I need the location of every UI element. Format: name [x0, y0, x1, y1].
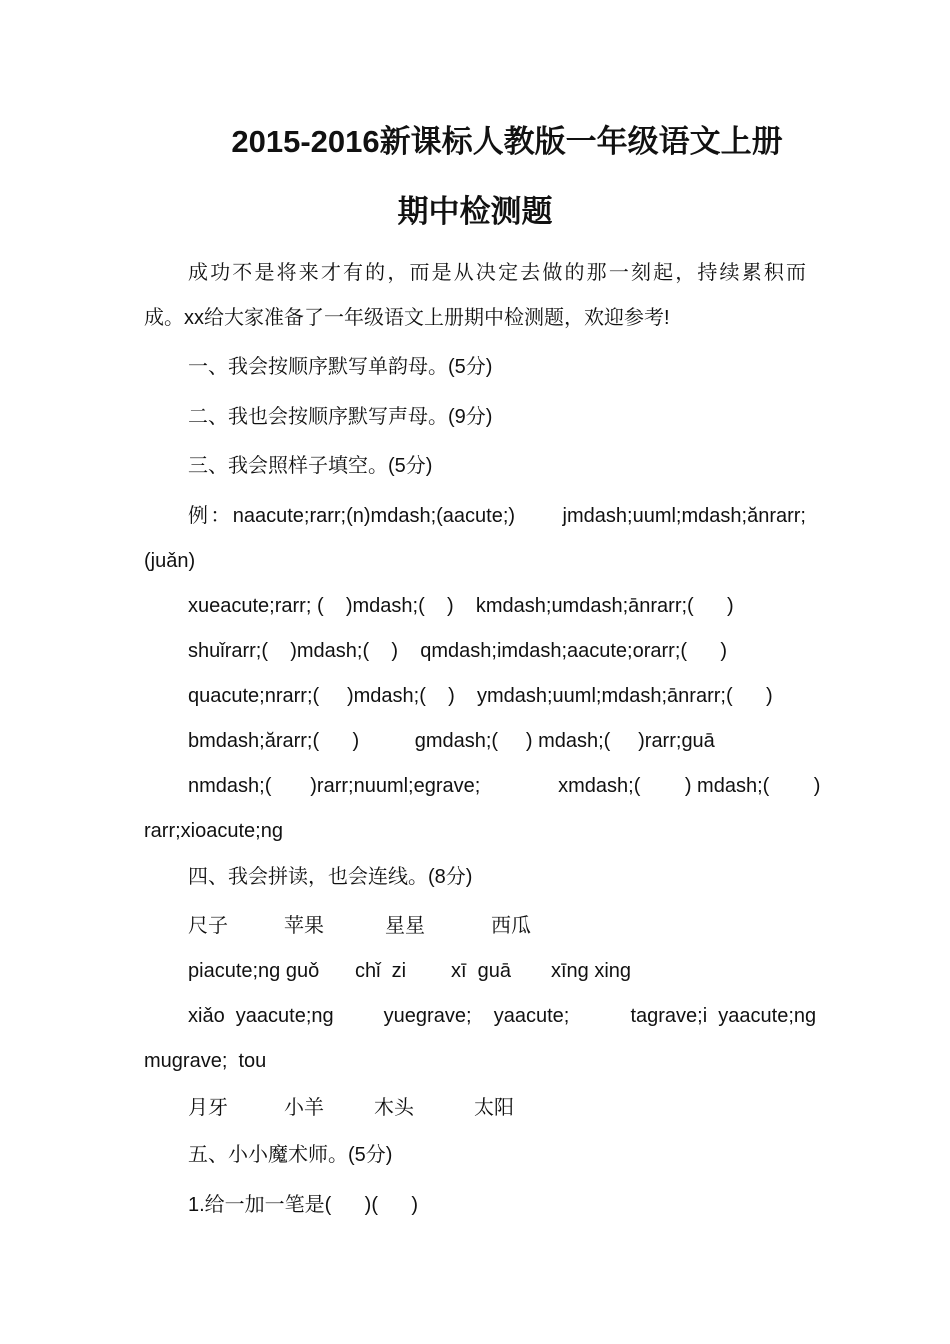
document-title-line-1: 2015-2016新课标人教版一年级语文上册	[231, 124, 783, 159]
pinyin-item: chǐ zi	[355, 960, 407, 982]
fill-row-2: shuǐrarr;( )mdash;( ) qmdash;imdash;aacute;orarr;( )	[188, 640, 728, 662]
word-item: 西瓜	[491, 915, 531, 937]
question-5-heading: 五、小小魔术师。(5分)	[188, 1144, 393, 1166]
fill-row-3: quacute;nrarr;( )mdash;( ) ymdash;uuml;mdash;ānrarr;( )	[188, 685, 773, 707]
fill-row-5-line-1: nmdash;( )rarr;nuuml;egrave; xmdash;( ) mdash;( )	[188, 775, 821, 797]
question-2-heading: 二、我也会按顺序默写声母。(9分)	[188, 406, 493, 428]
intro-paragraph-line-1: 成功不是将来才有的，而是从决定去做的那一刻起，持续累积而	[188, 262, 806, 284]
question-5-item-1: 1.给一加一笔是( )( )	[188, 1194, 418, 1216]
example-line-1: 例：naacute;rarr;(n)mdash;(aacute;) jmdash;uuml;mdash;ănrarr;	[188, 505, 806, 527]
word-item: 太阳	[474, 1097, 514, 1119]
example-line-2: (juǎn)	[144, 550, 196, 572]
pinyin-item: xīng xing	[551, 960, 632, 982]
fill-row-1: xueacute;rarr; ( )mdash;( ) kmdash;umdash;ānrarr;( )	[188, 595, 734, 617]
pinyin-item: piacute;ng guǒ	[188, 960, 320, 982]
word-item: 尺子	[188, 915, 228, 937]
word-item: 小羊	[284, 1097, 324, 1119]
pinyin-row-2-line-2: mugrave; tou	[144, 1050, 267, 1072]
question-1-heading: 一、我会按顺序默写单韵母。(5分)	[188, 356, 493, 378]
question-4-heading: 四、我会拼读，也会连线。(8分)	[188, 866, 473, 888]
word-item: 星星	[385, 915, 425, 937]
pinyin-item: xī guā	[451, 960, 512, 982]
fill-row-4: bmdash;ărarr;( ) gmdash;( ) mdash;( )rarr;guā	[188, 730, 715, 752]
question-3-heading: 三、我会照样子填空。(5分)	[188, 455, 433, 477]
word-item: 月牙	[188, 1097, 228, 1119]
word-item: 苹果	[284, 915, 324, 937]
pinyin-row-2-line-1: xiǎo yaacute;ng yuegrave; yaacute; tagrave;i yaacute;ng	[188, 1005, 817, 1027]
document-title-line-2: 期中检测题	[397, 194, 553, 229]
fill-row-5-line-2: rarr;xioacute;ng	[144, 820, 283, 842]
intro-paragraph-line-2: 成。xx给大家准备了一年级语文上册期中检测题，欢迎参考!	[144, 307, 670, 329]
word-item: 木头	[374, 1097, 414, 1119]
